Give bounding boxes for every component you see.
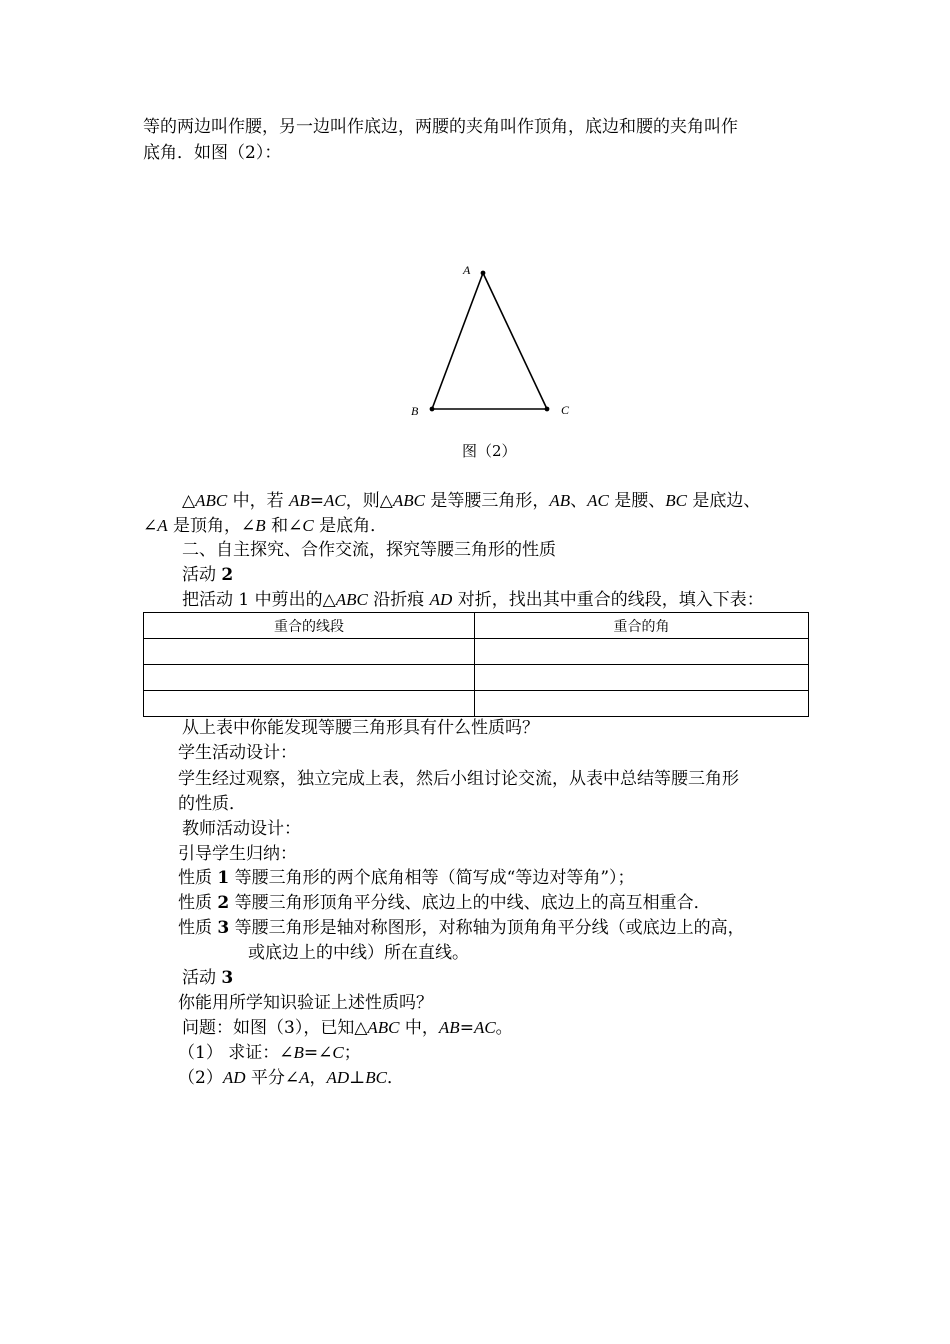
property-3-continued: 或底边上的中线）所在直线。 <box>248 943 469 963</box>
table-header-angles: 重合的角 <box>475 613 809 639</box>
table-cell[interactable] <box>475 691 809 717</box>
table-row <box>144 691 809 717</box>
label-a: A <box>463 263 471 277</box>
intro-line-1: 等的两边叫作腰，另一边叫作底边，两腰的夹角叫作顶角，底边和腰的夹角叫作 <box>143 117 738 137</box>
activity-3-part-1: （1） 求证：∠B=∠C； <box>178 1043 361 1063</box>
student-design-title: 学生活动设计： <box>178 743 297 763</box>
table-cell[interactable] <box>144 665 475 691</box>
activity-2-text: 把活动 1 中剪出的△ABC 沿折痕 AD 对折，找出其中重合的线段，填入下表： <box>182 590 764 610</box>
question-text: 从上表中你能发现等腰三角形具有什么性质吗？ <box>182 718 539 738</box>
property-2: 性质 2 等腰三角形顶角平分线、底边上的中线、底边上的高互相重合． <box>178 893 711 913</box>
vertex-b <box>430 407 435 412</box>
property-1: 性质 1 等腰三角形的两个底角相等（简写成“等边对等角”）； <box>178 868 635 888</box>
triangle-figure <box>400 255 580 425</box>
table-header-segments: 重合的线段 <box>144 613 475 639</box>
table-row <box>144 639 809 665</box>
overlap-table <box>143 612 809 717</box>
teacher-design-title: 教师活动设计： <box>182 819 301 839</box>
intro-line-2: 底角．如图（2）： <box>143 143 282 163</box>
table-cell[interactable] <box>475 639 809 665</box>
definition-line-1: △ABC 中，若 AB=AC，则△ABC 是等腰三角形，AB、AC 是腰、BC 是底边、 <box>182 491 761 511</box>
figure-caption: 图（2） <box>462 442 517 460</box>
activity-3-ask: 你能用所学知识验证上述性质吗？ <box>178 993 433 1013</box>
vertex-a <box>481 271 486 276</box>
table-row <box>144 665 809 691</box>
side-ac <box>483 273 547 409</box>
activity-3-title: 活动 3 <box>182 968 234 988</box>
table-cell[interactable] <box>144 691 475 717</box>
table-cell[interactable] <box>144 639 475 665</box>
definition-line-2: ∠A 是顶角，∠B 和∠C 是底角． <box>143 516 388 536</box>
property-3: 性质 3 等腰三角形是轴对称图形，对称轴为顶角角平分线（或底边上的高， <box>178 918 745 938</box>
table-header-row <box>144 613 809 639</box>
student-design-line-2: 的性质． <box>178 794 246 814</box>
vertex-c <box>545 407 550 412</box>
label-c: C <box>561 403 570 417</box>
student-design-line-1: 学生经过观察，独立完成上表，然后小组讨论交流，从表中总结等腰三角形 <box>178 769 739 789</box>
activity-3-part-2: （2）AD 平分∠A，AD⊥BC． <box>178 1068 404 1088</box>
section-heading: 二、自主探究、合作交流，探究等腰三角形的性质 <box>182 540 556 560</box>
label-b: B <box>411 404 419 418</box>
table-cell[interactable] <box>475 665 809 691</box>
teacher-guide: 引导学生归纳： <box>178 844 297 864</box>
activity-2-title: 活动 2 <box>182 565 234 585</box>
side-ab <box>432 273 483 409</box>
activity-3-problem: 问题：如图（3），已知△ABC 中，AB=AC。 <box>182 1018 513 1038</box>
